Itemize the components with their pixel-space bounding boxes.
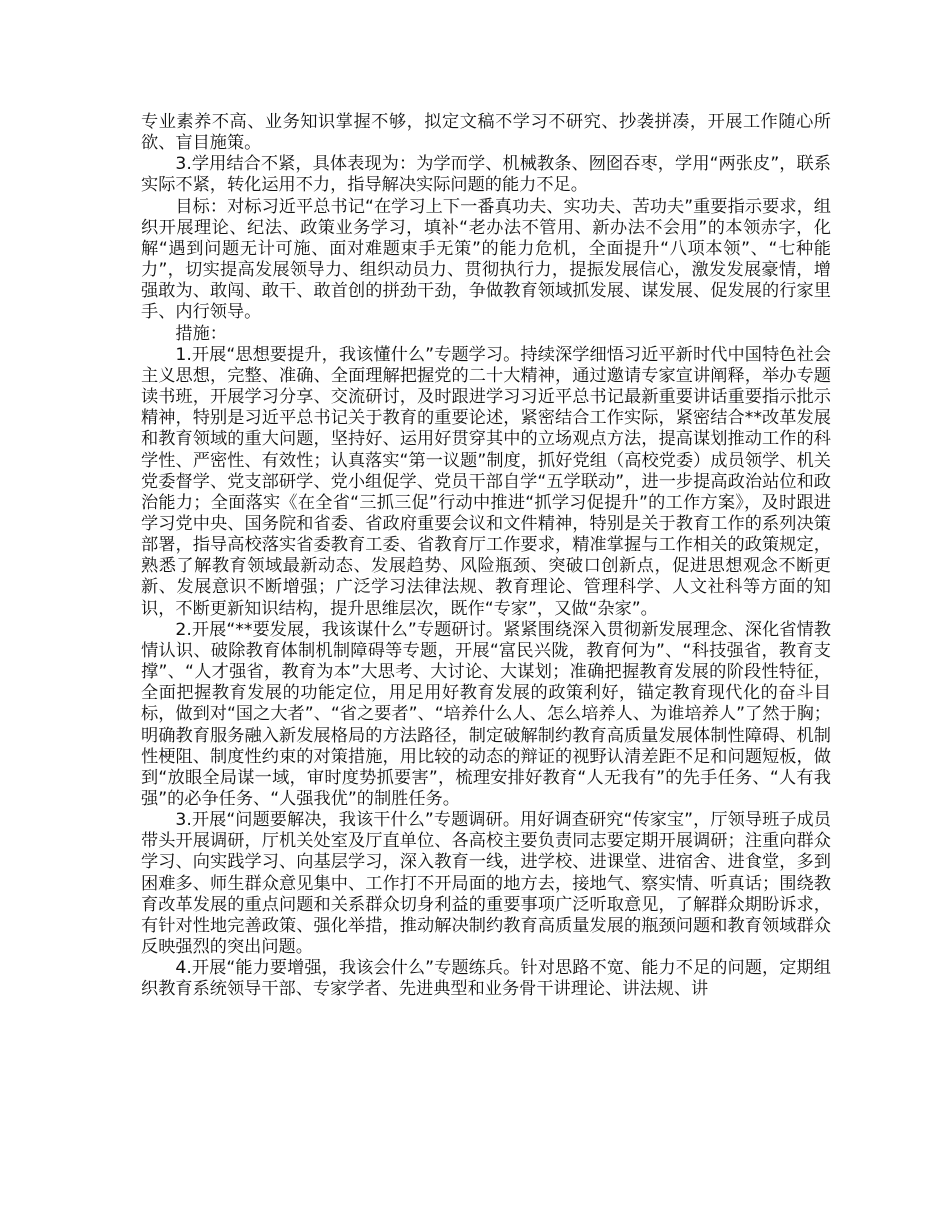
paragraph: 4.开展“能力要增强，我该会什么”专题练兵。针对思路不宽、能力不足的问题，定期组织教育系统领导干部、专家学者、先进典型和业务骨干讲理论、讲法规、讲 xyxy=(141,958,831,1000)
paragraph: 3.开展“问题要解决，我该干什么”专题调研。用好调查研究“传家宝”，厅领导班子成员带头开展调研，厅机关处室及厅直单位、各高校主要负责同志要定期开展调研；注重向群众学习、向实践学习、向基层学习，深入教育一线，进学校、进课堂、进宿舍、进食堂，多到困难多、师生群众意见集中、工作打不开局面的地方去，接地气、察实情、听真话；围绕教育改革发展的重点问题和关系群众切身利益的重要事项广泛听取意见，了解群众期盼诉求，有针对性地完善政策、强化举措，推动解决制约教育高质量发展的瓶颈问题和教育领域群众反映强烈的突出问题。 xyxy=(141,810,831,958)
document-body xyxy=(141,112,831,1001)
paragraph: 措施： xyxy=(175,323,227,344)
paragraph: 2.开展“**要发展，我该谋什么”专题研讨。紧紧围绕深入贯彻新发展理念、深化省情教情认识、破除教育体制机制障碍等专题，开展“富民兴陇，教育何为”、“科技强省，教育支撑”、“人才强省，教育为本”大思考、大讨论、大谋划；准确把握教育发展的阶段性特征，全面把握教育发展的功能定位，用足用好教育发展的政策利好，锚定教育现代化的奋斗目标，做到对“国之大者”、“省之要者”、“培养什么人、怎么培养人、为谁培养人”了然于胸；明确教育服务融入新发展格局的方法路径，制定破解制约教育高质量发展体制性障碍、机制性梗阻、制度性约束的对策措施，用比较的动态的辩证的视野认清差距不足和问题短板，做到“放眼全局谋一域，审时度势抓要害”，梳理安排好教育“人无我有”的先手任务、“人有我强”的必争任务、“人强我优”的制胜任务。 xyxy=(141,619,831,809)
paragraph: 专业素养不高、业务知识掌握不够，拟定文稿不学习不研究、抄袭拼凑，开展工作随心所欲、盲目施策。 xyxy=(141,112,831,154)
paragraph: 3.学用结合不紧，具体表现为：为学而学、机械教条、囫囵吞枣，学用“两张皮”，联系实际不紧，转化运用不力，指导解决实际问题的能力不足。 xyxy=(141,154,831,196)
paragraph: 1.开展“思想要提升，我该懂什么”专题学习。持续深学细悟习近平新时代中国特色社会主义思想，完整、准确、全面理解把握党的二十大精神，通过邀请专家宣讲阐释，举办专题读书班，开展学习分享、交流研讨，及时跟进学习习近平总书记最新重要讲话重要指示批示精神，特别是习近平总书记关于教育的重要论述，紧密结合工作实际，紧密结合**改革发展和教育领域的重大问题，坚持好、运用好贯穿其中的立场观点方法，提高谋划推动工作的科学性、严密性、有效性；认真落实“第一议题”制度，抓好党组（高校党委）成员领学、机关党委督学、党支部研学、党小组促学、党员干部自学“五学联动”，进一步提高政治站位和政治能力；全面落实《在全省“三抓三促”行动中推进“抓学习促提升”的工作方案》，及时跟进学习党中央、国务院和省委、省政府重要会议和文件精神，特别是关于教育工作的系列决策部署，指导高校落实省委教育工委、省教育厅工作要求，精准掌握与工作相关的政策规定，熟悉了解教育领域最新动态、发展趋势、风险瓶颈、突破口创新点，促进思想观念不断更新、发展意识不断增强；广泛学习法律法规、教育理论、管理科学、人文社科等方面的知识，不断更新知识结构，提升思维层次，既作“专家”，又做“杂家”。 xyxy=(141,344,831,619)
paragraph: 目标：对标习近平总书记“在学习上下一番真功夫、实功夫、苦功夫”重要指示要求，组织开展理论、纪法、政策业务学习，填补“老办法不管用、新办法不会用”的本领赤字，化解“遇到问题无计可施、面对难题束手无策”的能力危机，全面提升“八项本领”、“七种能力”，切实提高发展领导力、组织动员力、贯彻执行力，提振发展信心，激发发展豪情，增强敢为、敢闯、敢干、敢首创的拼劲干劲，争做教育领域抓发展、谋发展、促发展的行家里手、内行领导。 xyxy=(141,196,831,323)
